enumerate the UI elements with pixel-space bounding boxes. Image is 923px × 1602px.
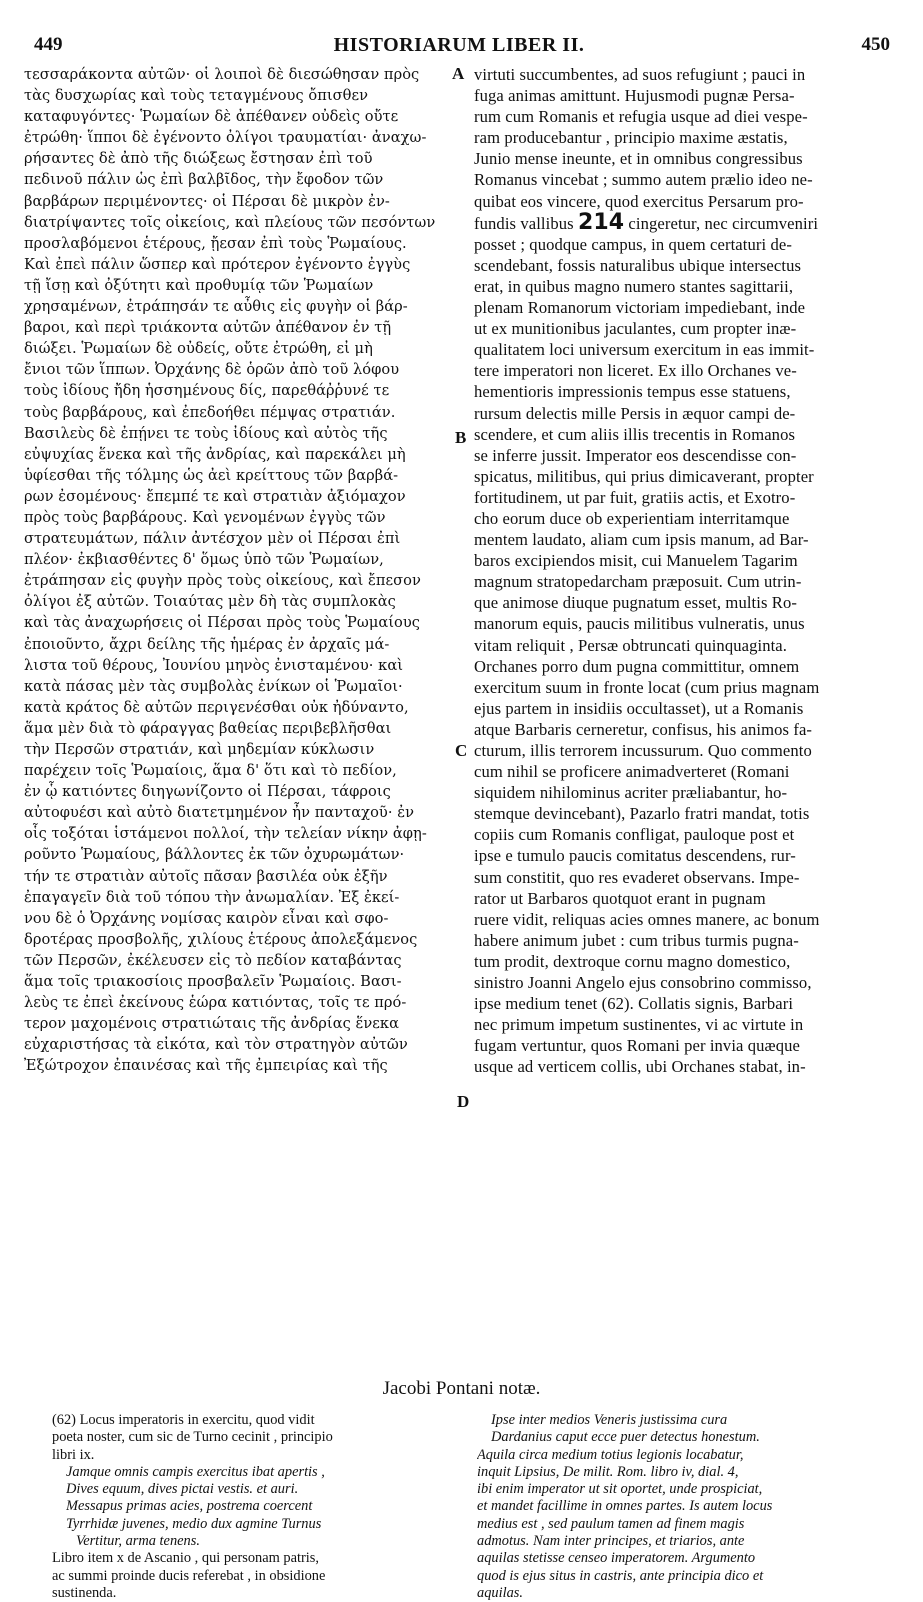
greek-line: διατρίψαντες τοῖς οἰκείοις, καὶ πλείους τῶν πεσόντων [24,213,436,231]
greek-line: ρων ἐσομένους· ἔπεμπέ τε καὶ στρατιὰν ἀξιόμαχον [24,487,406,505]
greek-line: αὐτοφυέσι καὶ αὐτὸ διατετμημένον ἦν πανταχοῦ· ἐν [24,804,415,822]
greek-line: ἐποιοῦντο, ἄχρι δείλης τῆς ἡμέρας ἐν ἀρχαῖς μά- [24,635,390,653]
greek-line: δροτέρας προσβολῆς, χιλίους ἑτέρους ἀπολεξάμενος [24,930,418,948]
greek-line: πεδινοῦ πάλιν ὡς ἐπὶ βαλβῖδος, τὴν ἔφοδον τῶν [24,171,384,189]
latin-line: erat, in quibus magno numero stantes sagittarii, [474,276,794,296]
greek-line: ρήσαντες δὲ ἀπὸ τῆς διώξεως ἔστησαν ἐπὶ τοῦ [24,150,373,168]
greek-line: λεὺς τε ἐπεὶ ἐκείνους ἑώρα κατιόντας, τοῖς τε πρό- [24,994,407,1012]
latin-line: stemque devincebant), Pazarlo fratri mandat, totis [474,804,810,824]
note-line: libri ix. [52,1446,95,1463]
latin-line: ejus partem in insidiis occultasset), ut a Romanis [474,698,804,718]
latin-line-start: fundis vallibus [474,213,574,233]
note-line: admotus. Nam inter principes, et triarios, ante [477,1533,745,1550]
latin-line: cum nihil se proficere animadverteret (Romani [474,762,790,782]
note-line: aquilas stetisse censeo imperatorem. Argumento [477,1550,756,1567]
greek-line: Καὶ ἐπεὶ πάλιν ὥσπερ καὶ πρότερον ἐγένοντο ἐγγὺς [24,255,411,273]
latin-text-column [474,64,894,1078]
latin-line: ruere vidit, reliquas acies omnes manere, ac bonum [474,909,820,929]
note-line: inquit Lipsius, De milit. Rom. libro iv, dial. 4, [477,1463,739,1480]
latin-line: vitam reliquit , Persæ obtruncati quinquaginta. [474,635,788,655]
greek-line: εὐχαριστήσας τὰ εἰκότα, καὶ τὸν στρατηγὸν αὐτῶν [24,1036,408,1054]
greek-line: διώξει. Ῥωμαίων δὲ οὐδείς, οὔτε ἐτρώθη, εἰ μὴ [24,340,373,358]
greek-line: κατὰ πάσας μὲν τὰς συμβολὰς ἐνίκων οἱ Ῥωμαῖοι· [24,677,403,695]
latin-line: scendebant, fossis naturalibus ubique intersectus [474,255,802,275]
greek-line: χρησαμένων, ἐτράπησάν τε αὖθις εἰς φυγὴν οἱ βάρ- [24,298,408,316]
latin-line: scendere, et cum aliis illis trecentis in Romanos [474,424,796,444]
greek-line: τὰς δυσχωρίας καὶ τοὺς τεταγμένους ὄπισθεν [24,87,369,105]
greek-line: τοὺς βαρβάρους, καὶ ἐπεδοήθει πέμψας στρατιάν. [24,403,396,421]
greek-line: τερον μαχομένοις στρατιώταις τῆς ἀνδρίας ἕνεκα [24,1015,399,1033]
margin-letter-c: C [455,741,468,760]
greek-line: βαρβάρων περιμένοντες· οἱ Πέρσαι δὲ μικρὸν ἐν- [24,192,390,210]
greek-line: Ἐξώτροχον ἐπαινέσας καὶ τῆς ἐμπειρίας καὶ τῆς [24,1057,388,1075]
latin-line: copiis cum Romanis confligat, pauloque post et [474,825,795,845]
verse-line: Jamque omnis campis exercitus ibat apertis , [66,1463,325,1480]
latin-line: Romanus vincebat ; summo autem prælio ideo ne- [474,170,813,190]
latin-line: fuga animas amittunt. Hujusmodi pugnæ Persa- [474,86,795,106]
latin-line-continuation: cingeretur, nec circumveniri [628,213,819,233]
greek-line: προσλαβόμενοι ἑτέρους, ᾔεσαν ἐπὶ τοὺς Ῥωμαίους. [24,234,407,252]
greek-line: ἐν ᾧ κατιόντες διηγωνίζοντο οἱ Πέρσαι, τάφροις [24,783,391,801]
margin-letter-b: B [455,428,467,447]
verse-line: Vertitur, arma tenens. [76,1533,200,1550]
latin-line: fugam vertuntur, quos Romani per invia quæque [474,1036,800,1056]
greek-line: κατὰ κράτος δὲ αὐτῶν περιγενέσθαι οὐκ ἠδύναντο, [24,698,409,716]
latin-line: usque ad verticem collis, ubi Orchanes stabat, in- [474,1057,806,1077]
greek-line: καταφυγόντες· Ῥωμαίων δὲ ἀπέθανεν οὐδεὶς οὔτε [24,108,399,126]
latin-line: Junio mense ineunte, et in omnibus congressibus [474,149,803,169]
note-lipsius-quote [477,1447,897,1602]
latin-line: cho eorum duce ob experientiam interritamque [474,508,790,528]
latin-line: siquidem nihilominus acriter præliabantur, ho- [474,783,788,803]
note-line: aquilas. [477,1584,523,1601]
latin-line: virtuti succumbentes, ad suos refugiunt ; pauci in [474,65,806,84]
greek-line: ἐπαγαγεῖν διὰ τοῦ τόπου τὴν ἀνωμαλίαν. Ἐξ ἐκεί- [24,888,400,906]
latin-line: ram producebantur , principio maxime æstatis, [474,128,788,148]
verse-line: Dives equum, dives pictai vestis. et auri. [66,1481,299,1498]
note-line: (62) Locus imperatoris in exercitu, quod vidit [52,1412,315,1428]
latin-line: fortitudinem, ut par fuit, gratiis actis, et Exotro- [474,487,796,507]
verse-line: Tyrrhidæ juvenes, medio dux agmine Turnus [66,1515,322,1532]
latin-line: quibat eos vincere, quod exercitus Persarum pro- [474,191,804,211]
notes-left-column [52,1412,452,1602]
greek-line: βαροι, καὶ περὶ τριάκοντα αὐτῶν ἀπέθανον ἐν τῇ [24,319,392,337]
note-62-intro [52,1412,452,1464]
latin-line: posset ; quodque campus, in quem certaturi de- [474,234,792,254]
latin-line: que animose diuque pugnatum esset, multis Ro- [474,593,797,613]
latin-line: rursum delectis mille Persis in æquor campi de- [474,403,796,423]
greek-line: τεσσαράκοντα αὐτῶν· οἱ λοιποὶ δὲ διεσώθησαν πρὸς [24,66,420,83]
margin-letter-d: D [457,1092,470,1111]
verse-line: Messapus primas acies, postrema coercent [66,1498,313,1515]
notes-title: Jacobi Pontani notæ. [382,1378,541,1399]
greek-line: ροῦντο Ῥωμαίους, βάλλοντες ἐκ τῶν ὀχυρωμάτων· [24,846,405,864]
greek-line: καὶ τὰς ἀναχωρήσεις οἱ Πέρσαι πρὸς τοὺς Ῥωμαίους [24,614,421,632]
latin-line: nec primum impetum sustinentes, vi ac virtute in [474,1015,804,1035]
greek-line: λιστα τοῦ θέρους, Ἰουνίου μηνὸς ἐνισταμένου· καὶ [24,656,404,674]
latin-line: spicatus, militibus, qui prius dimicaverant, propter [474,466,814,486]
greek-line: ὀλίγοι ἐξ αὐτῶν. Τοιαύτας μὲν δὴ τὰς συμπλοκὰς [24,593,396,611]
latin-line: rator ut Barbaros quotquot erant in pugnam [474,888,766,908]
page-header [28,34,890,64]
note-line: poeta noster, cum sic de Turno cecinit , principio [52,1429,333,1446]
latin-line: cturum, illis terrorem incussurum. Quo commento [474,741,812,760]
verse-line: Dardanius caput ecce puer detectus honestum. [491,1429,760,1446]
greek-line: οἷς τοξόται ἱστάμενοι πολλοί, τὴν τελείαν νίκην ἀφῃ- [24,825,427,843]
greek-text-column [24,64,450,1077]
greek-line: στρατευμάτων, πάλιν ἀντέσχον μὲν οἱ Πέρσαι ἐπὶ [24,530,401,548]
latin-line: manorum equis, paucis militibus vulneratis, unus [474,614,805,634]
greek-line: τοὺς ἰδίους ἤδη ἡσσημένους δίς, παρεθάῤῥυνέ τε [24,382,390,400]
note-line: sustinenda. [52,1584,117,1601]
latin-line: sinistro Joanni Angelo ejus consobrino commisso, [474,973,812,993]
latin-line: habere animum jubet : cum tribus turmis pugna- [474,930,799,950]
latin-line: se inferre jussit. Imperator eos descendisse con- [474,445,797,465]
latin-line: plenam Romanorum victoriam impediebant, inde [474,298,806,318]
greek-line: ἐτρώθη· ἵπποι δὲ ἐγένοντο ὀλίγοι τραυματίαι· ἀναχω- [24,129,427,147]
verse-line: Ipse inter medios Veneris justissima cura [491,1412,728,1428]
page-number-left: 449 [34,34,63,55]
latin-line: rum cum Romanis et refugia usque ad diei vespe- [474,107,808,127]
note-line: ac summi proinde ducis referebat , in obsidione [52,1567,326,1584]
greek-line: ἅμα τοῖς τριακοσίοις προσβαλεῖν Ῥωμαίοις. Βασι- [24,973,402,991]
greek-line: πρὸς τοὺς βαρβάρους. Καὶ γενομένων ἐγγὺς τῶν [24,508,386,526]
latin-line: tere imperatori non liceret. Ex illo Orchanes ve- [474,361,797,381]
note-line: ibi enim imperator ut sit oportet, unde prospiciat, [477,1481,763,1498]
latin-line: sum constitit, quo res evaderet observans. Impe- [474,867,800,887]
greek-line: εὐψυχίας ἕνεκα καὶ τῆς ἀνδρίας, καὶ παρεκάλει μὴ [24,445,406,463]
latin-line: atque Barbaris cerneretur, confisus, his animos fa- [474,719,813,739]
original-page-number: 214 [577,211,625,234]
note-line: et mandet facillime in omnes partes. Is autem locus [477,1498,773,1515]
latin-line: ut ex munitionibus jaculantes, cum propter inæ- [474,319,797,339]
latin-line: hementioris impressionis tempus esse statuens, [474,382,791,402]
greek-line: τήν τε στρατιὰν αὐτοῖς πᾶσαν βασιλέα οὐκ ἐξῆν [24,867,388,885]
note-line: quod is ejus situs in castris, ante principia dico et [477,1567,764,1584]
greek-line: τὴν Περσῶν στρατιάν, καὶ μηδεμίαν κύκλωσιν [24,741,375,758]
greek-line: ὑφίεσθαι τῆς τόλμης ὡς ἀεὶ κρείττους τῶν βαρβά- [24,466,399,484]
greek-line: Βασιλεὺς δὲ ἐπῄνει τε τοὺς ἰδίους καὶ αὐτὸς τῆς [24,424,388,442]
note-verse-aeneid-x [477,1412,897,1447]
page-number-right: 450 [861,34,890,55]
greek-line: ἅμα μὲν διὰ τὸ φάραγγας βαθείας περιβεβλῆσθαι [24,719,392,737]
latin-line: exercitum suum in fronte locat (cum prius magnam [474,677,820,697]
latin-line: ipse e tumulo paucis comitatus descendens, rur- [474,846,796,866]
latin-line: baros excipiendos misit, cui Manuelem Tagarim [474,551,798,571]
latin-line: mentem laudato, aliam cum ipsis manum, ad Bar- [474,530,809,550]
notes-right-column [477,1412,897,1602]
note-line: Aquila circa medium totius legionis locabatur, [477,1446,744,1463]
greek-line: νου δὲ ὁ Ὀρχάνης νομίσας καιρὸν εἶναι καὶ σφο- [24,909,389,927]
note-line: Libro item x de Ascanio , qui personam patris, [52,1550,319,1567]
latin-line: qualitatem loci universum exercitum in eas immit- [474,340,815,360]
note-verse-aeneid-ix [52,1464,452,1550]
note-62-ascanio [52,1550,452,1602]
latin-line: tum prodit, dextroque cornu magno domestico, [474,951,791,971]
greek-line: τῇ ἴσῃ καὶ ὀξύτητι καὶ προθυμίᾳ τῶν Ῥωμαίων [24,276,374,294]
greek-line: παρέχειν τοῖς Ῥωμαίοις, ἅμα δ' ὅτι καὶ τὸ πεδίον, [24,762,397,780]
greek-line: πλέον· ἐκβιασθέντες δ' ὅμως ὑπὸ τῶν Ῥωμαίων, [24,551,384,569]
greek-line: ἔνιοι τῶν ἵππων. Ὀρχάνης δὲ ὁρῶν ἀπὸ τοῦ λόφου [24,361,400,379]
greek-line: ἐτράπησαν εἰς φυγὴν πρὸς τοὺς οἰκείους, καὶ ἔπεσον [24,572,421,590]
note-line: medius est , sed paulum tamen ad finem magis [477,1515,745,1532]
latin-line: Orchanes porro dum pugna committitur, omnem [474,656,800,676]
latin-line: ipse medium tenet (62). Collatis signis, Barbari [474,994,794,1014]
latin-line: magnum stratopedarcham præposuit. Cum utrin- [474,572,802,592]
margin-letter-a: A [452,64,465,83]
running-title: HISTORIARUM LIBER II. [333,34,585,56]
latin-line [474,212,894,234]
greek-line: τῶν Περσῶν, ἐκέλευσεν εἰς τὸ πεδίον καταβάντας [24,951,402,969]
